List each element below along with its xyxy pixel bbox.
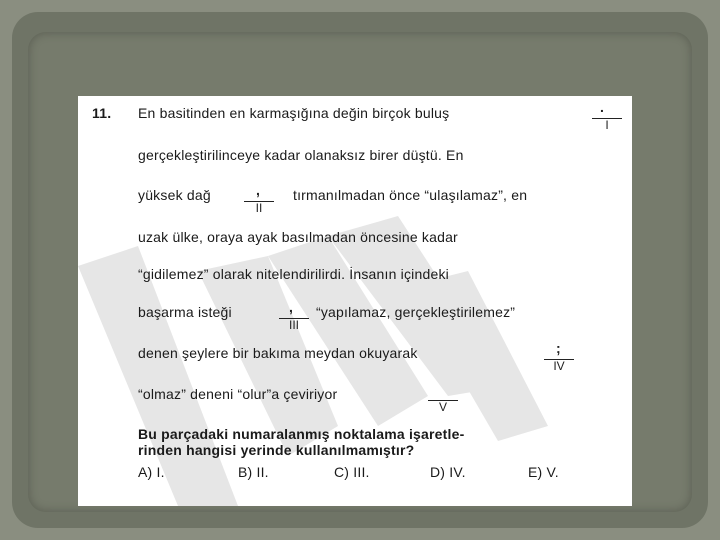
option-d[interactable]: D) IV. [430,464,466,480]
question-prompt-line-1: Bu parçadaki numaralanmış noktalama işaretle- [138,426,465,442]
option-b[interactable]: B) II. [238,464,269,480]
punctuation-mark-1: . [600,99,604,115]
question-line-6b: “yapılamaz, gerçekleştirilemez” [316,304,516,320]
question-line-7: denen şeylere bir bakıma meydan okuyarak [138,345,418,361]
punctuation-mark-2: , [256,182,260,198]
blank-roman-1: I [592,118,622,131]
option-c[interactable]: C) III. [334,464,370,480]
option-e[interactable]: E) V. [528,464,559,480]
blank-roman-3: III [279,318,309,331]
punctuation-mark-3: , [289,299,293,315]
blank-roman-5: V [428,400,458,413]
option-a[interactable]: A) I. [138,464,165,480]
question-line-1: En basitinden en karmaşığına değin birçok buluş [138,105,450,121]
question-line-3b: tırmanılmadan önce “ulaşılamaz”, en [293,187,528,203]
question-line-5: “gidilemez” olarak nitelendirilirdi. İnsanın içindeki [138,266,449,282]
question-line-8: “olmaz” deneni “olur”a çeviriyor [138,386,338,402]
question-line-3a: yüksek dağ [138,187,211,203]
question-number: 11. [92,105,112,121]
question-line-2: gerçekleştirilinceye kadar olanaksız birer düştü. En [138,147,464,163]
question-line-4: uzak ülke, oraya ayak basılmadan öncesine kadar [138,229,458,245]
blank-roman-2: II [244,201,274,214]
question-line-6a: başarma isteği [138,304,232,320]
question-scan [78,96,632,506]
punctuation-mark-4: ; [556,340,561,356]
question-prompt-line-2: rinden hangisi yerinde kullanılmamıştır? [138,442,415,458]
blank-roman-4: IV [544,359,574,372]
